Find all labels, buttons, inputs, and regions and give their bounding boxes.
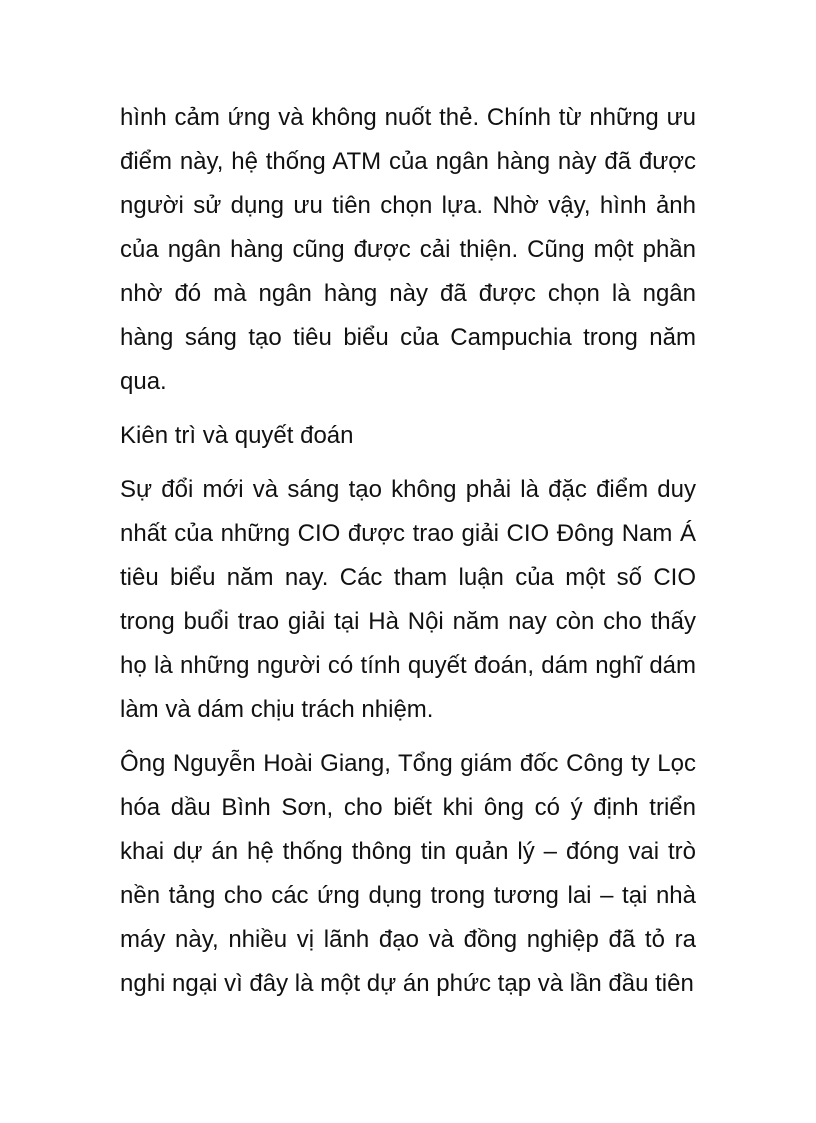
paragraph-1: hình cảm ứng và không nuốt thẻ. Chính từ những ưu điểm này, hệ thống ATM của ngân hàng này đã được người sử dụng ưu tiên chọn lựa. Nhờ vậy, hình ảnh của ngân hàng cũng được cải thiện. Cũng một phần nhờ đó mà ngân hàng này đã được chọn là ngân hàng sáng tạo tiêu biểu của Campuchia trong năm qua.: [120, 104, 696, 395]
paragraph-2: Sự đổi mới và sáng tạo không phải là đặc điểm duy nhất của những CIO được trao giải CIO Đông Nam Á tiêu biểu năm nay. Các tham luận của một số CIO trong buổi trao giải tại Hà Nội năm nay còn cho thấy họ là những người có tính quyết đoán, dám nghĩ dám làm và dám chịu trách nhiệm.: [120, 476, 696, 723]
paragraph-3: Ông Nguyễn Hoài Giang, Tổng giám đốc Công ty Lọc hóa dầu Bình Sơn, cho biết khi ông có ý định triển khai dự án hệ thống thông tin quản lý – đóng vai trò nền tảng cho các ứng dụng trong tương lai – tại nhà máy này, nhiều vị lãnh đạo và đồng nghiệp đã tỏ ra nghi ngại vì đây là một dự án phức tạp và lần đầu tiên: [120, 750, 696, 997]
document-body: [120, 96, 696, 1016]
section-heading: Kiên trì và quyết đoán: [120, 422, 354, 449]
